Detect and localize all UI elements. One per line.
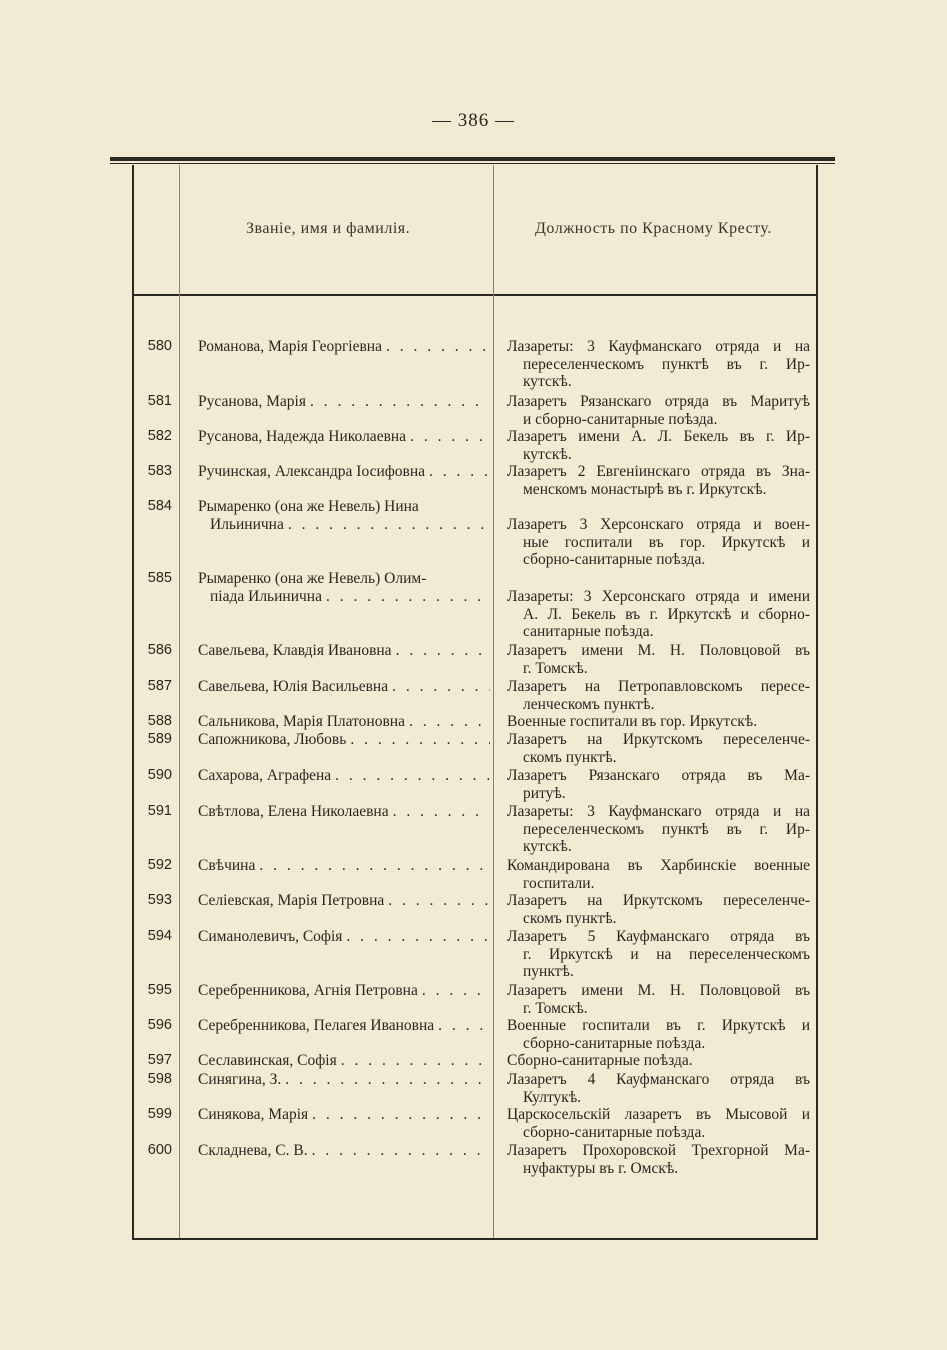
leader-dots: [346, 731, 490, 749]
entry-position: [507, 928, 810, 981]
entry-position-line: Лазаретъ имени М. Н. Половцовой въ: [507, 982, 810, 999]
entry-number: 590: [147, 767, 172, 783]
entry-position-line: Лазаретъ 3 Херсонскаго отряда и воен-: [507, 516, 810, 533]
entry-position-line: менскомъ монастырѣ въ г. Иркутскѣ.: [523, 480, 767, 498]
entry-name: [198, 1106, 490, 1124]
entry-name: [198, 803, 490, 821]
leader-dots: [308, 1142, 490, 1160]
entry-position-line: Командирована въ Харбинскіе военные: [507, 857, 810, 874]
entry-position: [507, 731, 810, 766]
entry-position: [507, 1017, 810, 1052]
entry-name-line: Сальникова, Марія Платоновна: [198, 713, 405, 730]
entry-name-line: Синякова, Марія: [198, 1106, 309, 1123]
leader-dots: [284, 516, 490, 534]
entry-position-line: Лазаретъ на Иркутскомъ переселенче-: [507, 731, 810, 748]
entry-position: [507, 767, 810, 802]
entry-position-line: пунктѣ.: [523, 963, 574, 980]
entry-number: 588: [147, 713, 172, 729]
entry-position-line: кутскѣ.: [523, 373, 572, 390]
entry-name-line: Савельева, Юлія Васильевна: [198, 678, 389, 695]
entry-position-line: Военные госпитали въ г. Иркутскѣ и: [507, 1017, 810, 1034]
entry-name-line: Серебренникова, Агнія Петровна: [198, 982, 418, 999]
header-position-column: Должность по Красному Кресту.: [535, 220, 772, 237]
entry-name: [198, 1142, 490, 1160]
entry-name-line: Савельева, Клавдія Ивановна: [198, 642, 392, 659]
entry-position-line: Лазаретъ на Петропавловскомъ пересе-: [507, 678, 810, 695]
entry-position: [507, 982, 810, 1017]
entry-name: [198, 767, 490, 785]
entry-position-line: Лазареты: 3 Кауфманскаго отряда и на: [507, 338, 810, 355]
entry-position-line: сборно-санитарные поѣзда.: [523, 1123, 706, 1141]
entry-number: 596: [147, 1017, 172, 1033]
entry-name-line: Русанова, Надежда Николаевна: [198, 428, 407, 445]
entry-name-line: Рымаренко (она же Невель) Олим-: [198, 570, 427, 587]
leader-dots: [405, 713, 490, 731]
entry-position: [507, 678, 810, 713]
entry-position-line: скомъ пунктѣ.: [523, 909, 617, 927]
name-column-divider: [493, 165, 494, 1238]
leader-dots: [382, 338, 490, 356]
entry-position-line: Лазаретъ Прохоровской Трехгорной Ма-: [507, 1142, 810, 1159]
entry-number: 600: [147, 1142, 172, 1158]
entry-name-line: Селіевская, Марія Петровна: [198, 892, 385, 909]
entry-name-line: Ильинична: [210, 515, 284, 533]
leader-dots: [322, 588, 490, 606]
entry-number: 581: [147, 393, 172, 409]
entry-position-line: ленческомъ пунктѣ.: [523, 695, 655, 713]
entry-name-line: Симанолевичъ, Софія: [198, 928, 343, 945]
entry-position-line: Лазаретъ Рязанскаго отряда въ Ма-: [507, 767, 810, 784]
leader-dots: [425, 463, 490, 481]
entry-position-line: сборно-санитарные поѣзда.: [523, 1034, 706, 1052]
entry-position-line: кутскѣ.: [523, 445, 572, 463]
entry-position-line: госпитали.: [523, 874, 595, 892]
leader-dots: [281, 1071, 490, 1089]
entry-position-line: г. Томскѣ.: [523, 659, 588, 677]
entry-position-line: Лазаретъ 2 Евгеніинскаго отряда въ Зна-: [507, 463, 810, 480]
entry-name: [198, 892, 490, 910]
entry-name: [198, 928, 490, 946]
entry-number: 599: [147, 1106, 172, 1122]
entry-position-line: Лазаретъ 4 Кауфманскаго отряда въ: [507, 1071, 810, 1088]
entry-name-line: Свѣчина: [198, 857, 256, 874]
entry-name-line: Сахарова, Аграфена: [198, 767, 332, 784]
entry-number: 593: [147, 892, 172, 908]
entry-name: [198, 1017, 490, 1035]
entry-position-line: А. Л. Бекель въ г. Иркутскѣ и сборно-: [523, 605, 810, 623]
entry-name: [198, 678, 490, 696]
entry-name: [198, 570, 490, 605]
top-rule-thin: [110, 163, 835, 164]
page-number: — 386 —: [432, 110, 515, 131]
entry-name: [198, 393, 490, 411]
entry-name: [198, 731, 490, 749]
leader-dots: [389, 803, 490, 821]
header-rule: [134, 294, 816, 296]
entry-position: [507, 338, 810, 391]
entry-position-line: переселенческомъ пунктѣ въ г. Ир-: [523, 355, 810, 373]
entry-name: [198, 713, 490, 731]
entry-position-line: Лазареты: 3 Херсонскаго отряда и имени: [507, 588, 810, 605]
entry-name-line: Серебренникова, Пелагея Ивановна: [198, 1017, 435, 1034]
entry-name: [198, 338, 490, 356]
entry-position-line: переселенческомъ пунктѣ въ г. Ир-: [523, 820, 810, 838]
entry-name-line: Синягина, З.: [198, 1071, 282, 1088]
entry-name: [198, 1052, 490, 1070]
entry-name-line: Свѣтлова, Елена Николаевна: [198, 803, 389, 820]
entry-number: 597: [147, 1052, 172, 1068]
entry-position: [507, 1106, 810, 1141]
entry-name-line: Русанова, Марія: [198, 393, 306, 410]
entry-number: 587: [147, 678, 172, 694]
entry-number: 582: [147, 428, 172, 444]
entry-name: [198, 857, 490, 875]
entry-position-line: Сборно-санитарные поѣзда.: [507, 1052, 693, 1069]
entry-position-line: Лазаретъ имени М. Н. Половцовой въ: [507, 642, 810, 659]
entry-name: [198, 428, 490, 446]
entry-name: [198, 1071, 490, 1089]
entry-position: [507, 1142, 810, 1177]
entry-name-line: Романова, Марія Георгіевна: [198, 338, 382, 355]
entry-name-line: Сеславинская, Софія: [198, 1052, 337, 1069]
leader-dots: [392, 642, 490, 660]
entry-name-line: Складнева, С. В.: [198, 1142, 308, 1159]
entry-name: [198, 642, 490, 660]
entry-number: 595: [147, 982, 172, 998]
entry-name-line: піада Ильинична: [210, 587, 322, 605]
entry-position: [507, 803, 810, 856]
entry-position-line: г. Иркутскѣ и на переселенческомъ: [523, 945, 810, 963]
entry-position-line: и сборно-санитарные поѣзда.: [523, 410, 718, 428]
entry-position: [507, 713, 810, 731]
entry-position-line: Лазаретъ на Иркутскомъ переселенче-: [507, 892, 810, 909]
leader-dots: [306, 393, 490, 411]
entry-position-line: ные госпитали въ гор. Иркутскѣ и: [523, 533, 810, 551]
entry-position-line: сборно-санитарные поѣзда.: [523, 551, 706, 568]
entry-position: [507, 393, 810, 428]
entry-number: 585: [147, 570, 172, 586]
entry-number: 580: [147, 338, 172, 354]
entry-name-line: Сапожникова, Любовь: [198, 731, 347, 748]
entry-number: 586: [147, 642, 172, 658]
entry-name: [198, 982, 490, 1000]
entry-number: 592: [147, 857, 172, 873]
entry-position-line: Лазареты: 3 Кауфманскаго отряда и на: [507, 803, 810, 820]
entry-position-line: нуфактуры въ г. Омскѣ.: [523, 1159, 679, 1177]
leader-dots: [418, 982, 490, 1000]
entry-position: [507, 857, 810, 892]
entry-position: [507, 463, 810, 498]
entry-position-line: скомъ пунктѣ.: [523, 748, 617, 766]
entry-position: [507, 1052, 810, 1070]
entry-position: [507, 892, 810, 927]
entry-name-line: Рымаренко (она же Невель) Нина: [198, 498, 419, 515]
leader-dots: [434, 1017, 490, 1035]
number-column-divider: [179, 165, 180, 1238]
header-name-column: Званіе, имя и фамилія.: [246, 220, 411, 237]
entry-position: [507, 516, 810, 569]
entry-position: [507, 428, 810, 463]
entry-position-line: санитарные поѣзда.: [523, 623, 654, 640]
entry-position-line: Военные госпитали въ гор. Иркутскѣ.: [507, 713, 758, 730]
top-rule-thick: [110, 157, 835, 161]
entry-position-line: Царскосельскій лазаретъ въ Мысовой и: [507, 1106, 810, 1123]
entry-number: 589: [147, 731, 172, 747]
entry-position-line: Лазаретъ 5 Кауфманскаго отряда въ: [507, 928, 810, 945]
leader-dots: [342, 928, 490, 946]
leader-dots: [255, 857, 490, 875]
entry-name-line: Ручинская, Александра Іосифовна: [198, 463, 426, 480]
entry-position-line: Лазаретъ имени А. Л. Бекель въ г. Ир-: [507, 428, 810, 445]
entry-position-line: кутскѣ.: [523, 838, 572, 855]
entry-position: [507, 588, 810, 641]
entry-position-line: Култукѣ.: [523, 1088, 582, 1106]
leader-dots: [331, 767, 490, 785]
leader-dots: [337, 1052, 490, 1070]
entry-number: 598: [147, 1071, 172, 1087]
leader-dots: [388, 678, 490, 696]
entry-position: [507, 642, 810, 677]
entry-name: [198, 463, 490, 481]
entry-position: [507, 1071, 810, 1106]
entry-position-line: Лазаретъ Рязанскаго отряда въ Маритуѣ: [507, 393, 810, 410]
leader-dots: [406, 428, 490, 446]
entry-number: 584: [147, 498, 172, 514]
entry-number: 583: [147, 463, 172, 479]
entry-number: 594: [147, 928, 172, 944]
leader-dots: [384, 892, 490, 910]
leader-dots: [308, 1106, 490, 1124]
entry-position-line: г. Томскѣ.: [523, 999, 588, 1017]
entry-name: [198, 498, 490, 533]
entry-position-line: ритуѣ.: [523, 784, 566, 802]
entry-number: 591: [147, 803, 172, 819]
